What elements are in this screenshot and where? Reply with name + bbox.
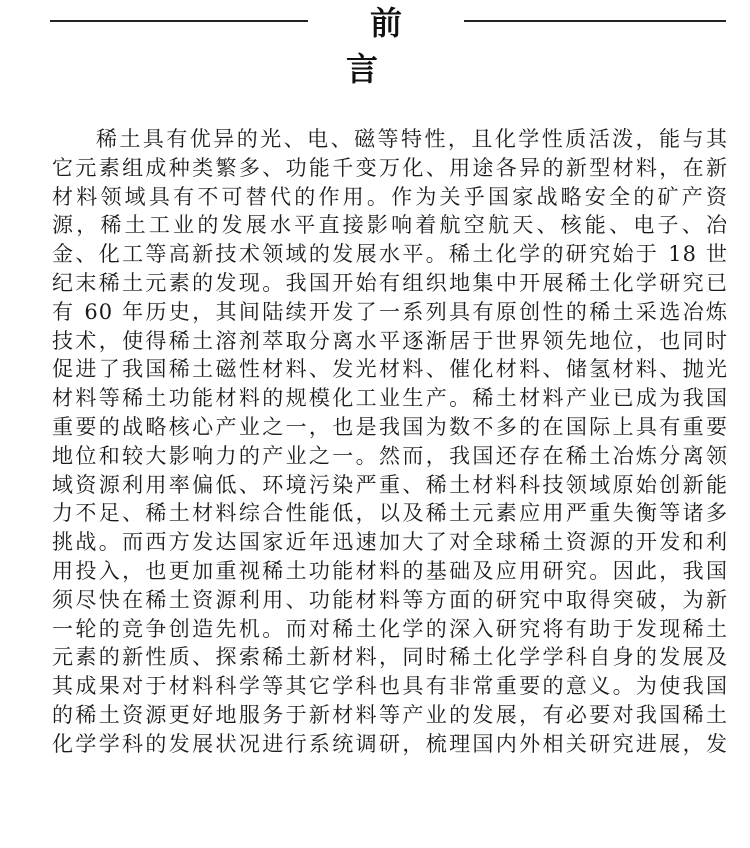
paragraph-line: 促进了我国稀土磁性材料、发光材料、催化材料、储氢材料、抛光 (52, 357, 728, 382)
paragraph-line: 用投入，也更加重视稀土功能材料的基础及应用研究。因此，我国 (52, 558, 728, 583)
paragraph-line: 地位和较大影响力的产业之一。然而，我国还存在稀土冶炼分离领 (52, 443, 728, 468)
header-rule-right (464, 20, 726, 22)
paragraph-line: 须尽快在稀土资源利用、功能材料等方面的研究中取得突破，为新 (52, 587, 728, 612)
paragraph-line: 纪末稀土元素的发现。我国开始有组织地集中开展稀土化学研究已 (52, 270, 728, 295)
paragraph-line: 的稀土资源更好地服务于新材料等产业的发展，有必要对我国稀土 (52, 702, 728, 727)
paragraph-line: 挑战。而西方发达国家近年迅速加大了对全球稀土资源的开发和利 (52, 530, 728, 555)
paragraph-line: 金、化工等高新技术领域的发展水平。稀土化学的研究始于 18 世 (52, 242, 728, 267)
paragraph-line: 有 60 年历史，其间陆续开发了一系列具有原创性的稀土采选冶炼 (52, 299, 728, 324)
paragraph-line: 力不足、稀土材料综合性能低，以及稀土元素应用严重失衡等诸多 (52, 501, 728, 526)
paragraph-line: 重要的战略核心产业之一，也是我国为数不多的在国际上具有重要 (52, 414, 728, 439)
paragraph-line: 域资源利用率偏低、环境污染严重、稀土材料科技领域原始创新能 (52, 472, 728, 497)
paragraph-line: 化学学科的发展状况进行系统调研，梳理国内外相关研究进展，发 (52, 731, 728, 756)
paragraph-line: 技术，使得稀土溶剂萃取分离水平逐渐居于世界领先地位，也同时 (52, 328, 728, 353)
body-text (52, 125, 728, 759)
paragraph-line: 其成果对于材料科学等其它学科也具有非常重要的意义。为使我国 (52, 674, 728, 699)
paragraph-line: 它元素组成种类繁多、功能千变万化、用途各异的新型材料，在新 (52, 155, 728, 180)
page-title: 前 言 (345, 4, 531, 88)
paragraph-line: 源，稀土工业的发展水平直接影响着航空航天、核能、电子、冶 (52, 213, 728, 238)
header-rule-left (50, 20, 308, 22)
page-header (0, 0, 750, 88)
paragraph-line: 材料领域具有不可替代的作用。作为关乎国家战略安全的矿产资 (52, 184, 728, 209)
paragraph-line: 一轮的竞争创造先机。而对稀土化学的深入研究将有助于发现稀土 (52, 616, 728, 641)
paragraph-line: 材料等稀土功能材料的规模化工业生产。稀土材料产业已成为我国 (52, 386, 728, 411)
paragraph-line: 稀土具有优异的光、电、磁等特性，且化学性质活泼，能与其 (96, 127, 728, 151)
paragraph-line: 元素的新性质、探索稀土新材料，同时稀土化学学科自身的发展及 (52, 645, 728, 670)
